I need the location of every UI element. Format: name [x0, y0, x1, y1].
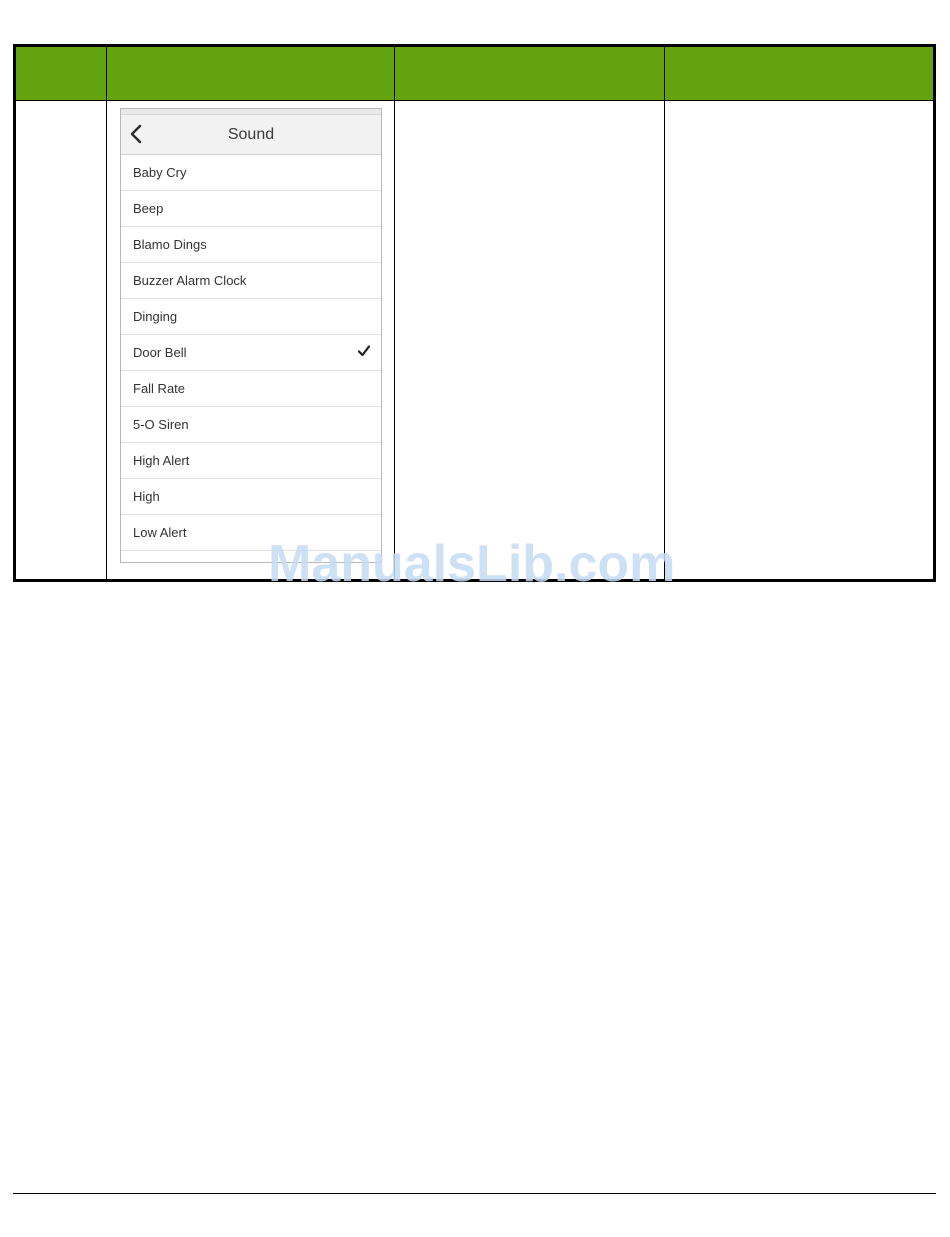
footer-divider [13, 1193, 936, 1194]
sound-item-dinging[interactable] [121, 299, 381, 335]
sound-item-label: High Alert [133, 453, 190, 468]
sound-item-fall-rate[interactable] [121, 371, 381, 407]
sound-item-5-o-siren[interactable] [121, 407, 381, 443]
header-cell-1 [16, 47, 106, 100]
header-cell-4 [665, 47, 933, 100]
sound-item-high-alert[interactable] [121, 443, 381, 479]
navigation-bar [121, 115, 381, 155]
sound-item-label: Blamo Dings [133, 237, 207, 252]
sound-item-label: High [133, 489, 160, 504]
watermark: ManualsLib.com [268, 535, 676, 593]
sound-item-label: Door Bell [133, 345, 187, 360]
screen-title: Sound [227, 126, 275, 143]
document-table [13, 44, 936, 582]
sound-item-label: Dinging [133, 309, 178, 324]
sound-item-label: Beep [133, 201, 164, 216]
checkmark-icon [357, 344, 371, 358]
table-header-row [16, 47, 933, 101]
sound-item-label: Baby Cry [133, 165, 187, 180]
column-divider [394, 47, 395, 579]
sound-item-door-bell[interactable] [121, 335, 381, 371]
sound-item-blamo-dings[interactable] [121, 227, 381, 263]
sound-item-high[interactable] [121, 479, 381, 515]
sound-item-label: Fall Rate [133, 381, 186, 396]
sound-item-baby-cry[interactable] [121, 155, 381, 191]
sound-list [121, 155, 381, 563]
column-divider [106, 47, 107, 579]
phone-screenshot [120, 108, 382, 563]
sound-item-label: 5-O Siren [133, 417, 189, 432]
sound-item-label: Low Alert [133, 525, 187, 540]
sound-item-buzzer-alarm-clock[interactable] [121, 263, 381, 299]
sound-item-label: Buzzer Alarm Clock [133, 273, 247, 288]
header-cell-3 [395, 47, 664, 100]
column-divider [664, 47, 665, 579]
header-cell-2 [107, 47, 394, 100]
sound-item-beep[interactable] [121, 191, 381, 227]
